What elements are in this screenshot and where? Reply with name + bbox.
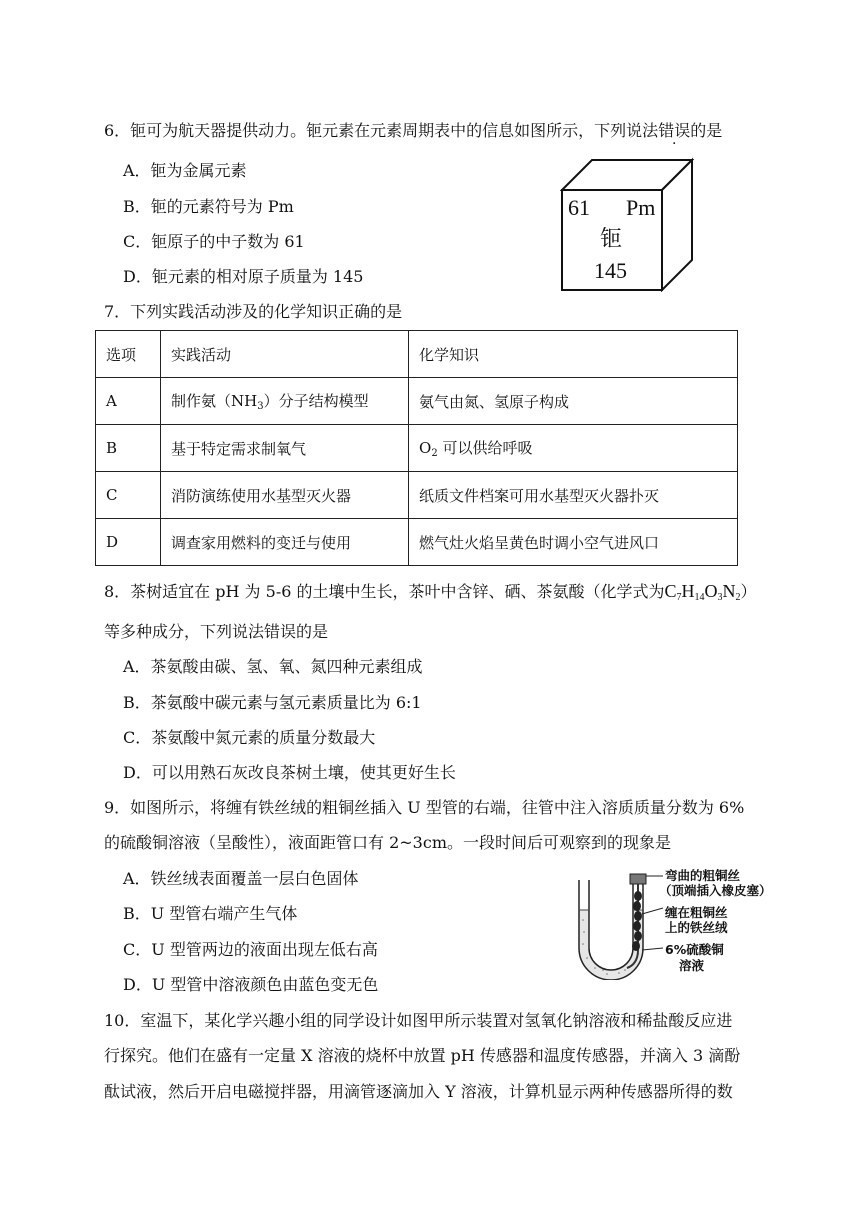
activity-text: 制作氨（NH: [171, 392, 258, 410]
q8-stem-line2: 等多种成分，下列说法错误的是: [104, 622, 329, 641]
table-row: [96, 472, 738, 519]
q6-emph-text: 错误: [658, 121, 691, 140]
formula-h-count: 14: [694, 592, 705, 603]
table-cell-option: C: [96, 472, 161, 519]
theanine-formula: [665, 581, 741, 601]
q6-option-a: A．钷为金属元素: [123, 161, 247, 180]
q8-option-b: B．茶氨酸中碳元素与氢元素质量比为 6:1: [123, 693, 422, 712]
label-iron-wool: 缠在粗铜丝: [665, 905, 728, 920]
table-cell-activity: 基于特定需求制氧气: [161, 425, 409, 472]
element-mass: 145: [594, 258, 627, 283]
table-row: [96, 425, 738, 472]
table-cell-activity: [161, 378, 409, 425]
element-card: [560, 156, 694, 292]
formula-n-count: 2: [735, 592, 741, 603]
q6-stem-text: 6．钷可为航天器提供动力。钷元素在元素周期表中的信息如图所示，下列说法: [104, 121, 659, 140]
formula-o-count: 3: [717, 592, 723, 603]
label-copper-wire-note: （顶端插入橡皮塞）: [659, 883, 772, 898]
table-header-activity: 实践活动: [161, 331, 409, 378]
q6-option-c: C．钷原子的中子数为 61: [123, 232, 305, 251]
q7-stem: 7．下列实践活动涉及的化学知识正确的是: [104, 302, 403, 321]
knowledge-text-end: 可以供给呼吸: [437, 439, 533, 457]
table-header-row: [96, 331, 738, 378]
table-row: [96, 519, 738, 566]
q8-option-d: D．可以用熟石灰改良茶树土壤，使其更好生长: [123, 763, 456, 782]
table-cell-option: A: [96, 378, 161, 425]
label-solution-2: 溶液: [679, 958, 705, 973]
knowledge-subscript: 2: [431, 448, 438, 459]
q10-line1: 10．室温下，某化学兴趣小组的同学设计如图甲所示装置对氢氧化钠溶液和稀盐酸反应进: [104, 1011, 733, 1030]
label-iron-wool-2: 上的铁丝绒: [665, 920, 728, 935]
element-symbol: Pm: [626, 195, 656, 220]
q9-option-c: C．U 型管两边的液面出现左低右高: [123, 940, 378, 959]
q10-line2: 行探究。他们在盛有一定量 X 溶液的烧杯中放置 pH 传感器和温度传感器，并滴入 3 滴酚: [104, 1046, 741, 1065]
q8-stem-line1: [104, 580, 757, 609]
element-atomic-number: 61: [568, 195, 590, 220]
table-header-option: 选项: [96, 331, 161, 378]
formula-n: N: [722, 581, 736, 601]
table-cell-knowledge: [409, 425, 738, 472]
table-header-knowledge: 化学知识: [409, 331, 738, 378]
q6-stem-emphasis: [658, 121, 690, 140]
q6-stem: [104, 120, 722, 142]
q8-stem-text: 8．茶树适宜在 pH 为 5-6 的土壤中生长，茶叶中含锌、硒、茶氨酸（化学式为: [104, 582, 665, 601]
q6-option-d: D．钷元素的相对原子质量为 145: [123, 267, 364, 286]
table-cell-activity: 消防演练使用水基型灭火器: [161, 472, 409, 519]
q6-stem-end: 的是: [690, 121, 723, 140]
label-copper-wire: 弯曲的粗铜丝: [665, 868, 741, 883]
q9-option-d: D．U 型管中溶液颜色由蓝色变无色: [123, 975, 379, 994]
formula-o: O: [704, 581, 718, 601]
formula-c: C: [664, 581, 677, 601]
element-name: 钷: [600, 227, 623, 252]
table-cell-activity: 调查家用燃料的变迁与使用: [161, 519, 409, 566]
table-cell-knowledge: 燃气灶火焰呈黄色时调小空气进风口: [409, 519, 738, 566]
element-card-cube: [560, 156, 694, 292]
formula-c-count: 7: [676, 592, 682, 603]
q9-stem-line1: 9．如图所示，将缠有铁丝绒的粗铜丝插入 U 型管的右端，往管中注入溶质质量分数为 6%: [104, 798, 745, 817]
q6-option-b: B．钷的元素符号为 Pm: [123, 197, 294, 216]
table-cell-knowledge: 纸质文件档案可用水基型灭火器扑灭: [409, 472, 738, 519]
table-row: [96, 378, 738, 425]
label-solution: 6%硫酸铜: [665, 942, 724, 957]
q10-line3: 酞试液，然后开启电磁搅拌器，用滴管逐滴加入 Y 溶液，计算机显示两种传感器所得的数: [104, 1082, 733, 1101]
formula-h: H: [681, 581, 695, 601]
table-cell-option: D: [96, 519, 161, 566]
u-tube-figure: [575, 870, 800, 980]
q9-stem-line2: 的硫酸铜溶液（呈酸性），液面距管口有 2~3cm。一段时间后可观察到的现象是: [104, 833, 671, 852]
q9-option-a: A．铁丝绒表面覆盖一层白色固体: [123, 869, 359, 888]
q8-stem-close: ）: [740, 582, 757, 601]
q7-table: [95, 330, 738, 566]
q8-option-a: A．茶氨酸由碳、氢、氧、氮四种元素组成: [123, 657, 423, 676]
knowledge-text: O: [419, 439, 432, 457]
table-cell-option: B: [96, 425, 161, 472]
activity-subscript: 3: [257, 401, 264, 412]
table-cell-knowledge: 氨气由氮、氢原子构成: [409, 378, 738, 425]
activity-text-end: ）分子结构模型: [263, 392, 369, 410]
q8-option-c: C．茶氨酸中氮元素的质量分数最大: [123, 728, 376, 747]
q9-option-b: B．U 型管右端产生气体: [123, 904, 298, 923]
